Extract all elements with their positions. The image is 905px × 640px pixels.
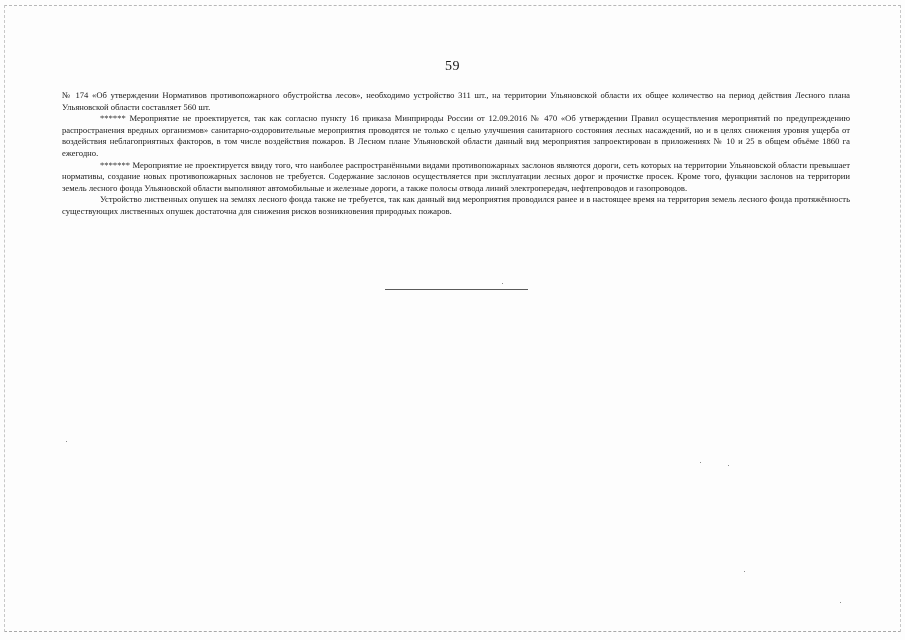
scan-speck	[744, 571, 745, 572]
paragraph-continuation: № 174 «Об утверждении Нормативов противопожарного обустройства лесов», необходимо устройство 311 шт., на территории Ульяновской области их общее количество на период действия Лесного плана Ульяновской области составляет 560 шт.	[62, 90, 850, 112]
scan-speck	[66, 441, 67, 442]
end-of-text-rule	[385, 289, 528, 290]
body-text	[62, 90, 850, 218]
scan-speck	[502, 283, 503, 284]
page-number: 59	[445, 59, 460, 74]
scan-edge-bottom	[4, 631, 901, 632]
scan-edge-left	[4, 5, 5, 632]
footnote-6-stars: ****** Мероприятие не проектируется, так как согласно пункту 16 приказа Минприроды России от 12.09.2016 № 470 «Об утверждении Правил осуществления мероприятий по предупреждению распространения вредных организмов» санитарно-оздоровительные мероприятия проводятся не только с целью улучшения санитарного состояния лесных насаждений, но и в целях снижения уровня ущерба от воздействия неблагоприятных факторов, в том числе воздействия пожаров. В Лесном плане Ульяновской области данный вид мероприятия запроектирован в приложениях № 10 и 25 в общем объёме 1860 га ежегодно.	[62, 113, 850, 158]
paragraph-deciduous-edges: Устройство лиственных опушек на землях лесного фонда также не требуется, так как данный вид мероприятия проводился ранее и в настоящее время на территория земель лесного фонда протяжённость существующих лиственных опушек достаточна для снижения рисков возникновения природных пожаров.	[62, 194, 850, 216]
scan-speck	[728, 465, 729, 466]
scan-edge-right	[900, 5, 901, 632]
scan-speck	[700, 462, 701, 463]
scan-speck	[840, 602, 841, 603]
scan-edge-top	[4, 5, 901, 6]
footnote-7-stars: ******* Мероприятие не проектируется ввиду того, что наиболее распространёнными видами противопожарных заслонов являются дороги, сеть которых на территории Ульяновской области превышает нормативы, создание новых противопожарных заслонов не требуется. Содержание заслонов осуществляется при эксплуатации лесных дорог и прочистке просек. Кроме того, функции заслонов на территории земель лесного фонда Ульяновской области выполняют автомобильные и железные дороги, а также полосы отвода линий электропередач, нефтепроводов и газопроводов.	[62, 159, 850, 193]
